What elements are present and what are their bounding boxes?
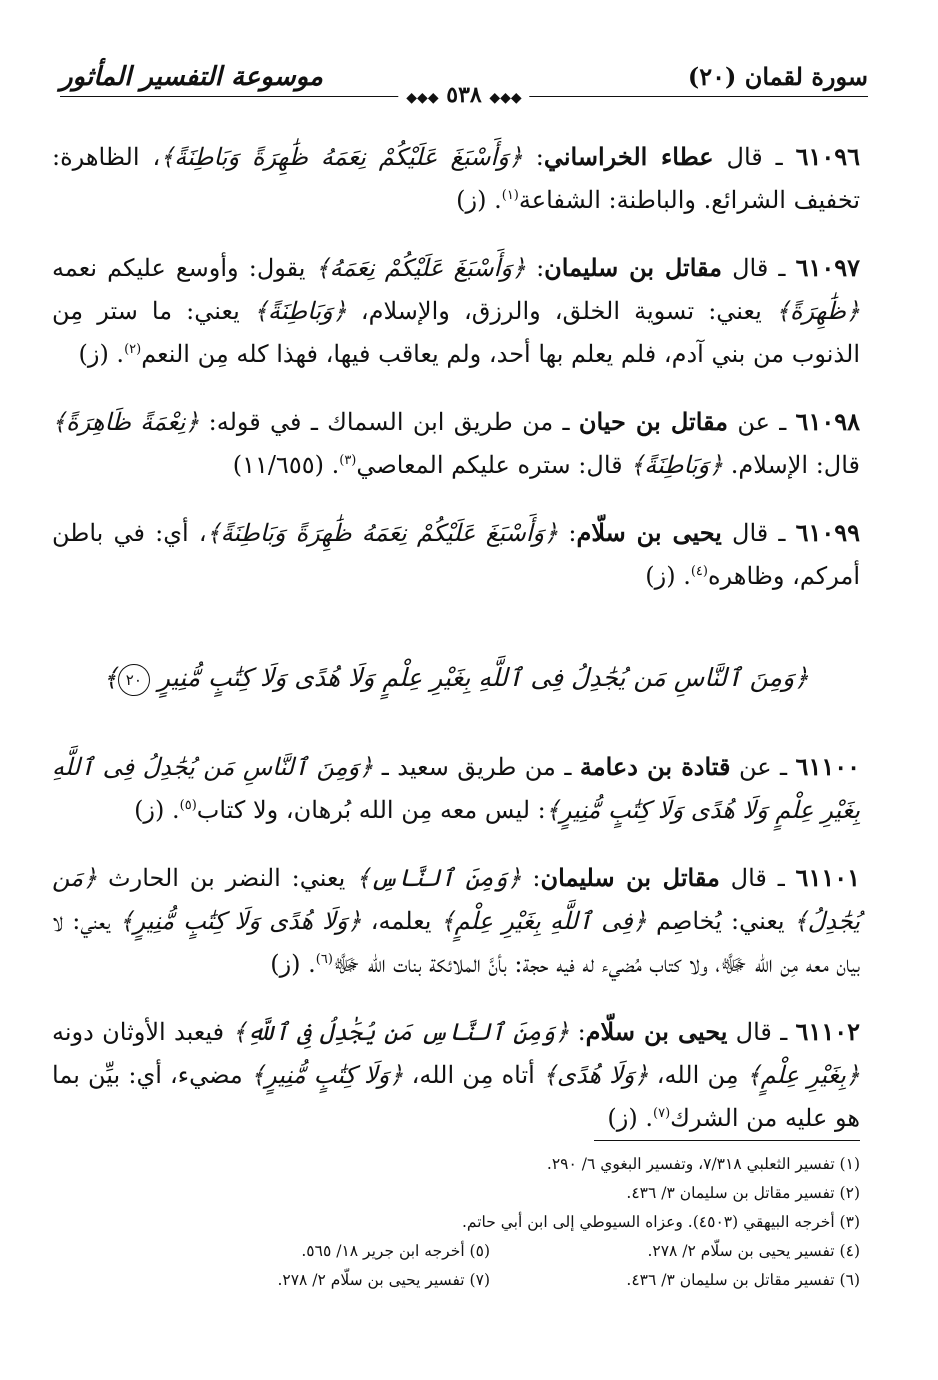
text-run: ـ قال bbox=[719, 864, 796, 892]
narrator-name: مقاتل بن سليمان bbox=[540, 863, 720, 892]
narration-number: ٦١٠٩٦ bbox=[795, 142, 861, 171]
verse-heading bbox=[52, 656, 860, 699]
narration-number: ٦١١٠٠ bbox=[795, 752, 860, 781]
text-run: : bbox=[569, 1018, 586, 1046]
narration-61097 bbox=[52, 246, 860, 376]
text-run: : bbox=[522, 143, 544, 171]
text-run: مِن الله، bbox=[648, 1061, 747, 1089]
text-run: يعني: لا بيان معه مِن الله ﷻ، ولا كتاب مُضيء له فيه حجة: بأنَّ الملائكة بنات الله ﷻ bbox=[52, 907, 860, 978]
footnote-5: (٥) أخرجه ابن جرير ١٨/ ٥٦٥. bbox=[301, 1242, 490, 1260]
narrator-name: يحيى بن سلّام bbox=[585, 1017, 728, 1046]
quran-quote: ﴿مَن يُجَٰدِلُ﴾ bbox=[52, 864, 861, 935]
quran-quote: ﴿نِعْمَةً ظَاهِرَةً﴾ bbox=[52, 408, 200, 436]
footnote-2: (٢) تفسير مقاتل بن سليمان ٣/ ٤٣٦. bbox=[626, 1184, 860, 1202]
quran-quote: ﴿بِغَيْرِ عِلْمٍ﴾ bbox=[746, 1061, 860, 1089]
page-number: ٥٣٨ bbox=[446, 82, 482, 108]
text-run: فيعبد الأوثان دونه bbox=[52, 1018, 233, 1046]
footnote-row bbox=[52, 1237, 860, 1266]
quran-quote: ﴿وَأَسْبَغَ عَلَيْكُمْ نِعَمَهُ ظَٰهِرَةً وَبَاطِنَةً﴾ bbox=[206, 519, 559, 547]
quran-quote: ﴿وَبَاطِنَةً﴾ bbox=[253, 297, 347, 325]
footnote-1: (١) تفسير الثعلبي ٧/٣١٨، وتفسير البغوي ٦/ ٢٩٠. bbox=[546, 1155, 860, 1173]
text-run: . (ز) bbox=[456, 186, 502, 214]
ornament-right-icon: ◆◆◆ bbox=[489, 90, 522, 106]
quran-quote: ﴿فِى ٱللَّهِ بِغَيْرِ عِلْمٍ﴾ bbox=[440, 907, 647, 935]
text-run: ـ من طريق ابن السماك ـ في قوله: bbox=[199, 408, 579, 436]
text-run: ـ من طريق سعيد ـ bbox=[373, 753, 580, 781]
footnote-ref[interactable]: (١) bbox=[501, 188, 519, 203]
book-title: موسوعة التفسير المأثور bbox=[60, 62, 323, 92]
narrator-name: مقاتل بن سليمان bbox=[544, 253, 723, 282]
text-run: . (ز) bbox=[270, 950, 316, 978]
footnote-ref[interactable]: (٦) bbox=[315, 952, 333, 967]
text-run: ـ قال bbox=[722, 254, 796, 282]
footnote-ref[interactable]: (٢) bbox=[124, 342, 142, 357]
narrator-name: عطاء الخراساني bbox=[543, 142, 714, 171]
narration-61098 bbox=[52, 400, 860, 487]
narration-61099 bbox=[52, 511, 860, 598]
footnote-ref[interactable]: (٤) bbox=[690, 564, 708, 579]
narration-number: ٦١٠٩٧ bbox=[795, 253, 861, 282]
narration-number: ٦١١٠٢ bbox=[795, 1017, 860, 1046]
quran-quote: ﴿وَأَسْبَغَ عَلَيْكُمْ نِعَمَهُ﴾ bbox=[315, 254, 526, 282]
verse-text: ﴿وَمِنَ ٱلنَّاسِ مَن يُجَٰدِلُ فِى ٱللَّهِ بِغَيْرِ عِلْمٍ وَلَا هُدًى وَلَا كِتَٰبٍ مُّنِيرٍ bbox=[157, 663, 809, 692]
text-run: أتاه مِن الله، bbox=[403, 1061, 543, 1089]
ornament-left-icon: ◆◆◆ bbox=[406, 90, 439, 106]
text-run: ـ عن bbox=[730, 753, 796, 781]
quran-quote: ﴿وَلَا كِتَٰبٍ مُّنِيرٍ﴾ bbox=[250, 1061, 404, 1089]
quran-quote: ﴿وَبَاطِنَةً﴾ bbox=[630, 451, 724, 479]
narration-61100 bbox=[52, 745, 860, 832]
narration-number: ٦١٠٩٨ bbox=[795, 407, 860, 436]
text-run: ـ قال bbox=[727, 1018, 796, 1046]
text-run: مضيء، أي: بيِّن بما هو عليه من الشرك bbox=[52, 1061, 860, 1132]
narration-61096 bbox=[52, 135, 860, 222]
text-run: : bbox=[521, 864, 541, 892]
text-run: . (ز) bbox=[78, 340, 125, 368]
footnote-ref[interactable]: (٣) bbox=[339, 453, 357, 468]
footnote-ref[interactable]: (٥) bbox=[179, 798, 197, 813]
narration-61101 bbox=[52, 856, 860, 986]
text-run: يعني: ما ستر مِن الذنوب من بني آدم، فلم يعلم بها أحد، ولم يعاقب فيها، فهذا كله مِن النعم bbox=[52, 297, 860, 368]
text-run: ـ قال bbox=[721, 519, 796, 547]
text-run: . (ز) bbox=[607, 1104, 653, 1132]
narrator-name: قتادة بن دعامة bbox=[579, 752, 731, 781]
footnotes bbox=[52, 1150, 860, 1295]
verse-number-icon: ٢٠ bbox=[118, 664, 150, 696]
text-run: قال: الإسلام. bbox=[723, 451, 860, 479]
text-run: : bbox=[558, 519, 577, 547]
footnote-ref[interactable]: (٧) bbox=[653, 1106, 671, 1121]
footnote-separator bbox=[594, 1140, 860, 1141]
text-run: : bbox=[525, 254, 545, 282]
surah-title: سورة لقمان (٢٠) bbox=[687, 62, 868, 91]
text-run: قال: ستره عليكم المعاصي bbox=[356, 451, 631, 479]
quran-quote: ﴿وَمِنَ ٱلنَّاسِ مَن يُجَٰدِلُ فِى ٱللَّهِ﴾ bbox=[232, 1018, 570, 1046]
footnote-7: (٧) تفسير يحيى بن سلّام ٢/ ٢٧٨. bbox=[277, 1271, 490, 1289]
text-run: . (ز) bbox=[134, 796, 180, 824]
quran-quote: ﴿وَأَسْبَغَ عَلَيْكُمْ نِعَمَهُ ظَٰهِرَةً وَبَاطِنَةً﴾ bbox=[160, 143, 523, 171]
narration-number: ٦١٠٩٩ bbox=[795, 518, 861, 547]
text-run: . (ز) bbox=[645, 562, 691, 590]
text-run: يعلمه، bbox=[361, 907, 441, 935]
commentary-body bbox=[52, 135, 860, 1164]
text-run: يعني: يُخاصِم bbox=[646, 907, 794, 935]
footnote-4: (٤) تفسير يحيى بن سلّام ٢/ ٢٧٨. bbox=[647, 1242, 860, 1260]
text-run: يعني: النضر بن الحارث bbox=[97, 864, 357, 892]
text-run: ـ عن bbox=[728, 408, 796, 436]
text-run: يقول: وأوسع عليكم نعمه bbox=[52, 254, 316, 282]
quran-quote: ﴿وَلَا هُدًى﴾ bbox=[542, 1061, 649, 1089]
quran-quote: ﴿ظَٰهِرَةً﴾ bbox=[775, 297, 861, 325]
narration-61102 bbox=[52, 1010, 860, 1140]
narration-number: ٦١١٠١ bbox=[795, 863, 860, 892]
page-number-group bbox=[398, 82, 529, 108]
quran-quote: ﴿وَمِنَ ٱلنَّاسِ مَن يُجَٰدِلُ فِى ٱللَّهِ بِغَيْرِ عِلْمٍ وَلَا هُدًى وَلَا كِتَٰبٍ مُّنِيرٍ﴾ bbox=[52, 753, 860, 824]
footnote-row bbox=[52, 1266, 860, 1295]
quran-quote: ﴿وَلَا هُدًى وَلَا كِتَٰبٍ مُّنِيرٍ﴾ bbox=[119, 907, 362, 935]
text-run: . (١١/٦٥٥) bbox=[232, 451, 340, 479]
text-run: ، أي: في باطن أمركم، وظاهره bbox=[52, 519, 860, 590]
narrator-name: يحيى بن سلّام bbox=[576, 518, 722, 547]
narrator-name: مقاتل بن حيان bbox=[578, 407, 729, 436]
text-run: : ليس معه مِن الله بُرهان، ولا كتاب bbox=[196, 796, 546, 824]
verse-close-bracket: ﴾ bbox=[103, 663, 118, 692]
text-run: ـ قال bbox=[713, 143, 796, 171]
running-header bbox=[60, 62, 868, 108]
footnote-3: (٣) أخرجه البيهقي (٤٥٠٣). وعزاه السيوطي إلى ابن أبي حاتم. bbox=[461, 1213, 860, 1231]
quran-quote: ﴿وَمِنَ ٱلنَّاسِ﴾ bbox=[356, 864, 522, 892]
footnote-6: (٦) تفسير مقاتل بن سليمان ٣/ ٤٣٦. bbox=[626, 1271, 860, 1289]
text-run: ، الظاهرة: تخفيف الشرائع. والباطنة: الشفاعة bbox=[52, 143, 860, 214]
text-run: يعني: تسوية الخلق، والرزق، والإسلام، bbox=[346, 297, 776, 325]
